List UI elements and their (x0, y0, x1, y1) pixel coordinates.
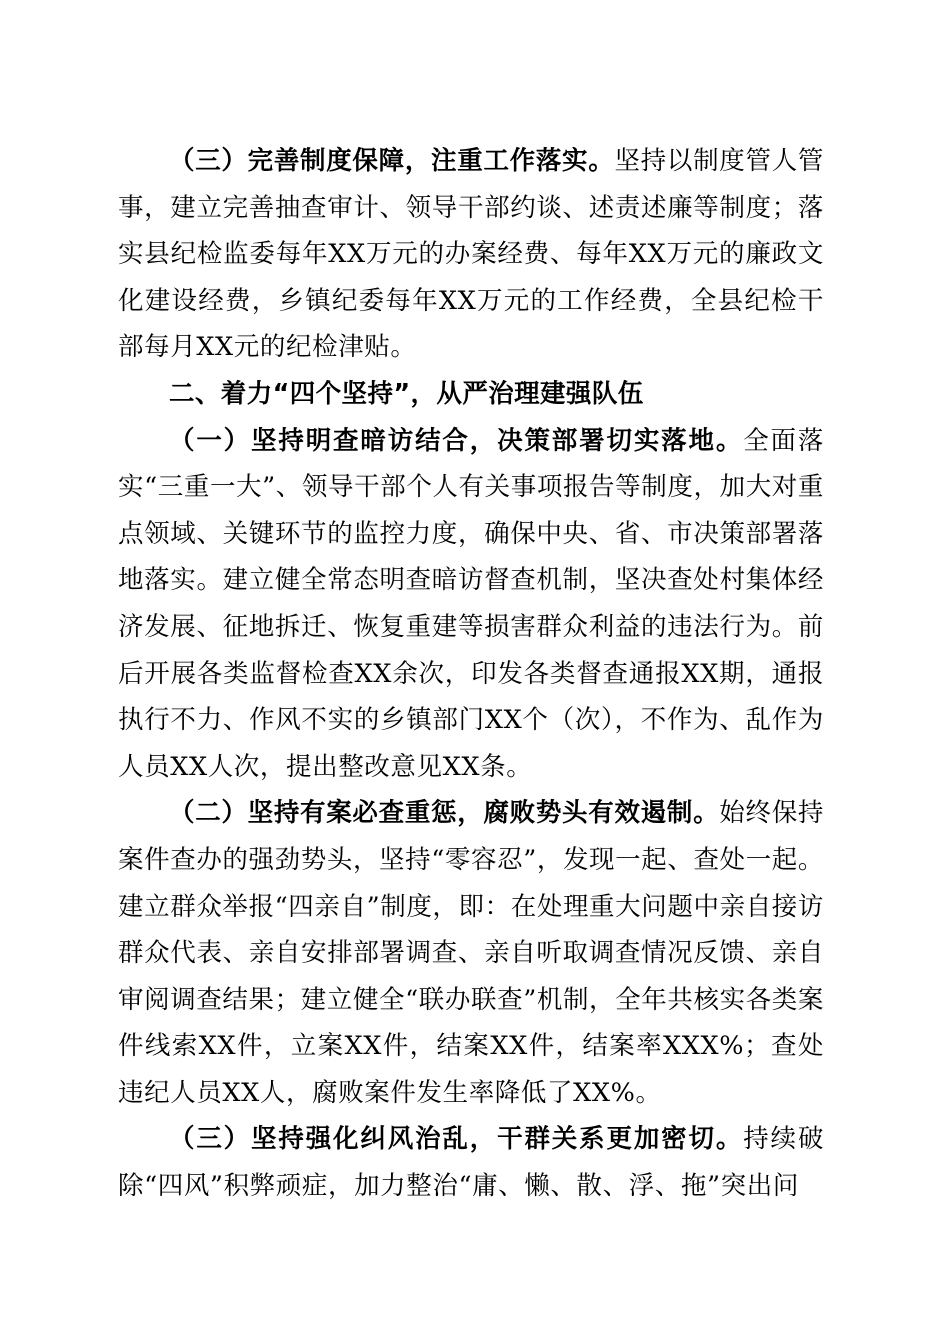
paragraph-inspection (118, 418, 824, 791)
paragraph-lead: （二）坚持有案必查重惩，腐败势头有效遏制。 (169, 798, 720, 829)
paragraph-lead: （三）坚持强化纠风治乱，干群关系更加密切。 (169, 1124, 744, 1155)
paragraph-style-rectification (118, 1116, 824, 1209)
paragraph-body: 持续破除“四风”积弊顽症，加力整治“庸、懒、散、浮、拖”突出问 (118, 1124, 824, 1202)
paragraph-system-guarantee (118, 138, 824, 371)
paragraph-case-handling (118, 790, 824, 1116)
paragraph-body: 坚持以制度管人管事，建立完善抽查审计、领导干部约谈、述责述廉等制度；落实县纪检监委每年XX万元的办案经费、每年XX万元的廉政文化建设经费，乡镇纪委每年XX万元的工作经费，全县纪检干部每月XX元的纪检津贴。 (118, 146, 824, 363)
section-heading: 二、着力“四个坚持”，从严治理建强队伍 (169, 378, 644, 409)
paragraph-body: 始终保持案件查办的强劲势头，坚持“零容忍”，发现一起、查处一起。建立群众举报“四亲自”制度，即：在处理重大问题中亲自接访群众代表、亲自安排部署调查、亲自听取调查情况反馈、亲自审阅调查结果；建立健全“联办联查”机制，全年共核实各类案件线索XX件，立案XX件，结案XX件，结案率XXX%；查处违纪人员XX人，腐败案件发生率降低了XX%。 (118, 798, 824, 1108)
paragraph-lead: （三）完善制度保障，注重工作落实。 (169, 146, 615, 176)
document-page (118, 138, 824, 1210)
paragraph-body: 全面落实“三重一大”、领导干部个人有关事项报告等制度，加大对重点领域、关键环节的监控力度，确保中央、省、市决策部署落地落实。建立健全常态明查暗访督查机制，坚决查处村集体经济发展、征地拆迁、恢复重建等损害群众利益的违法行为。前后开展各类监督检查XX余次，印发各类督查通报XX期，通报执行不力、作风不实的乡镇部门XX个（次），不作为、乱作为人员XX人次，提出整改意见XX条。 (118, 425, 824, 782)
paragraph-lead: （一）坚持明查暗访结合，决策部署切实落地。 (169, 425, 744, 456)
